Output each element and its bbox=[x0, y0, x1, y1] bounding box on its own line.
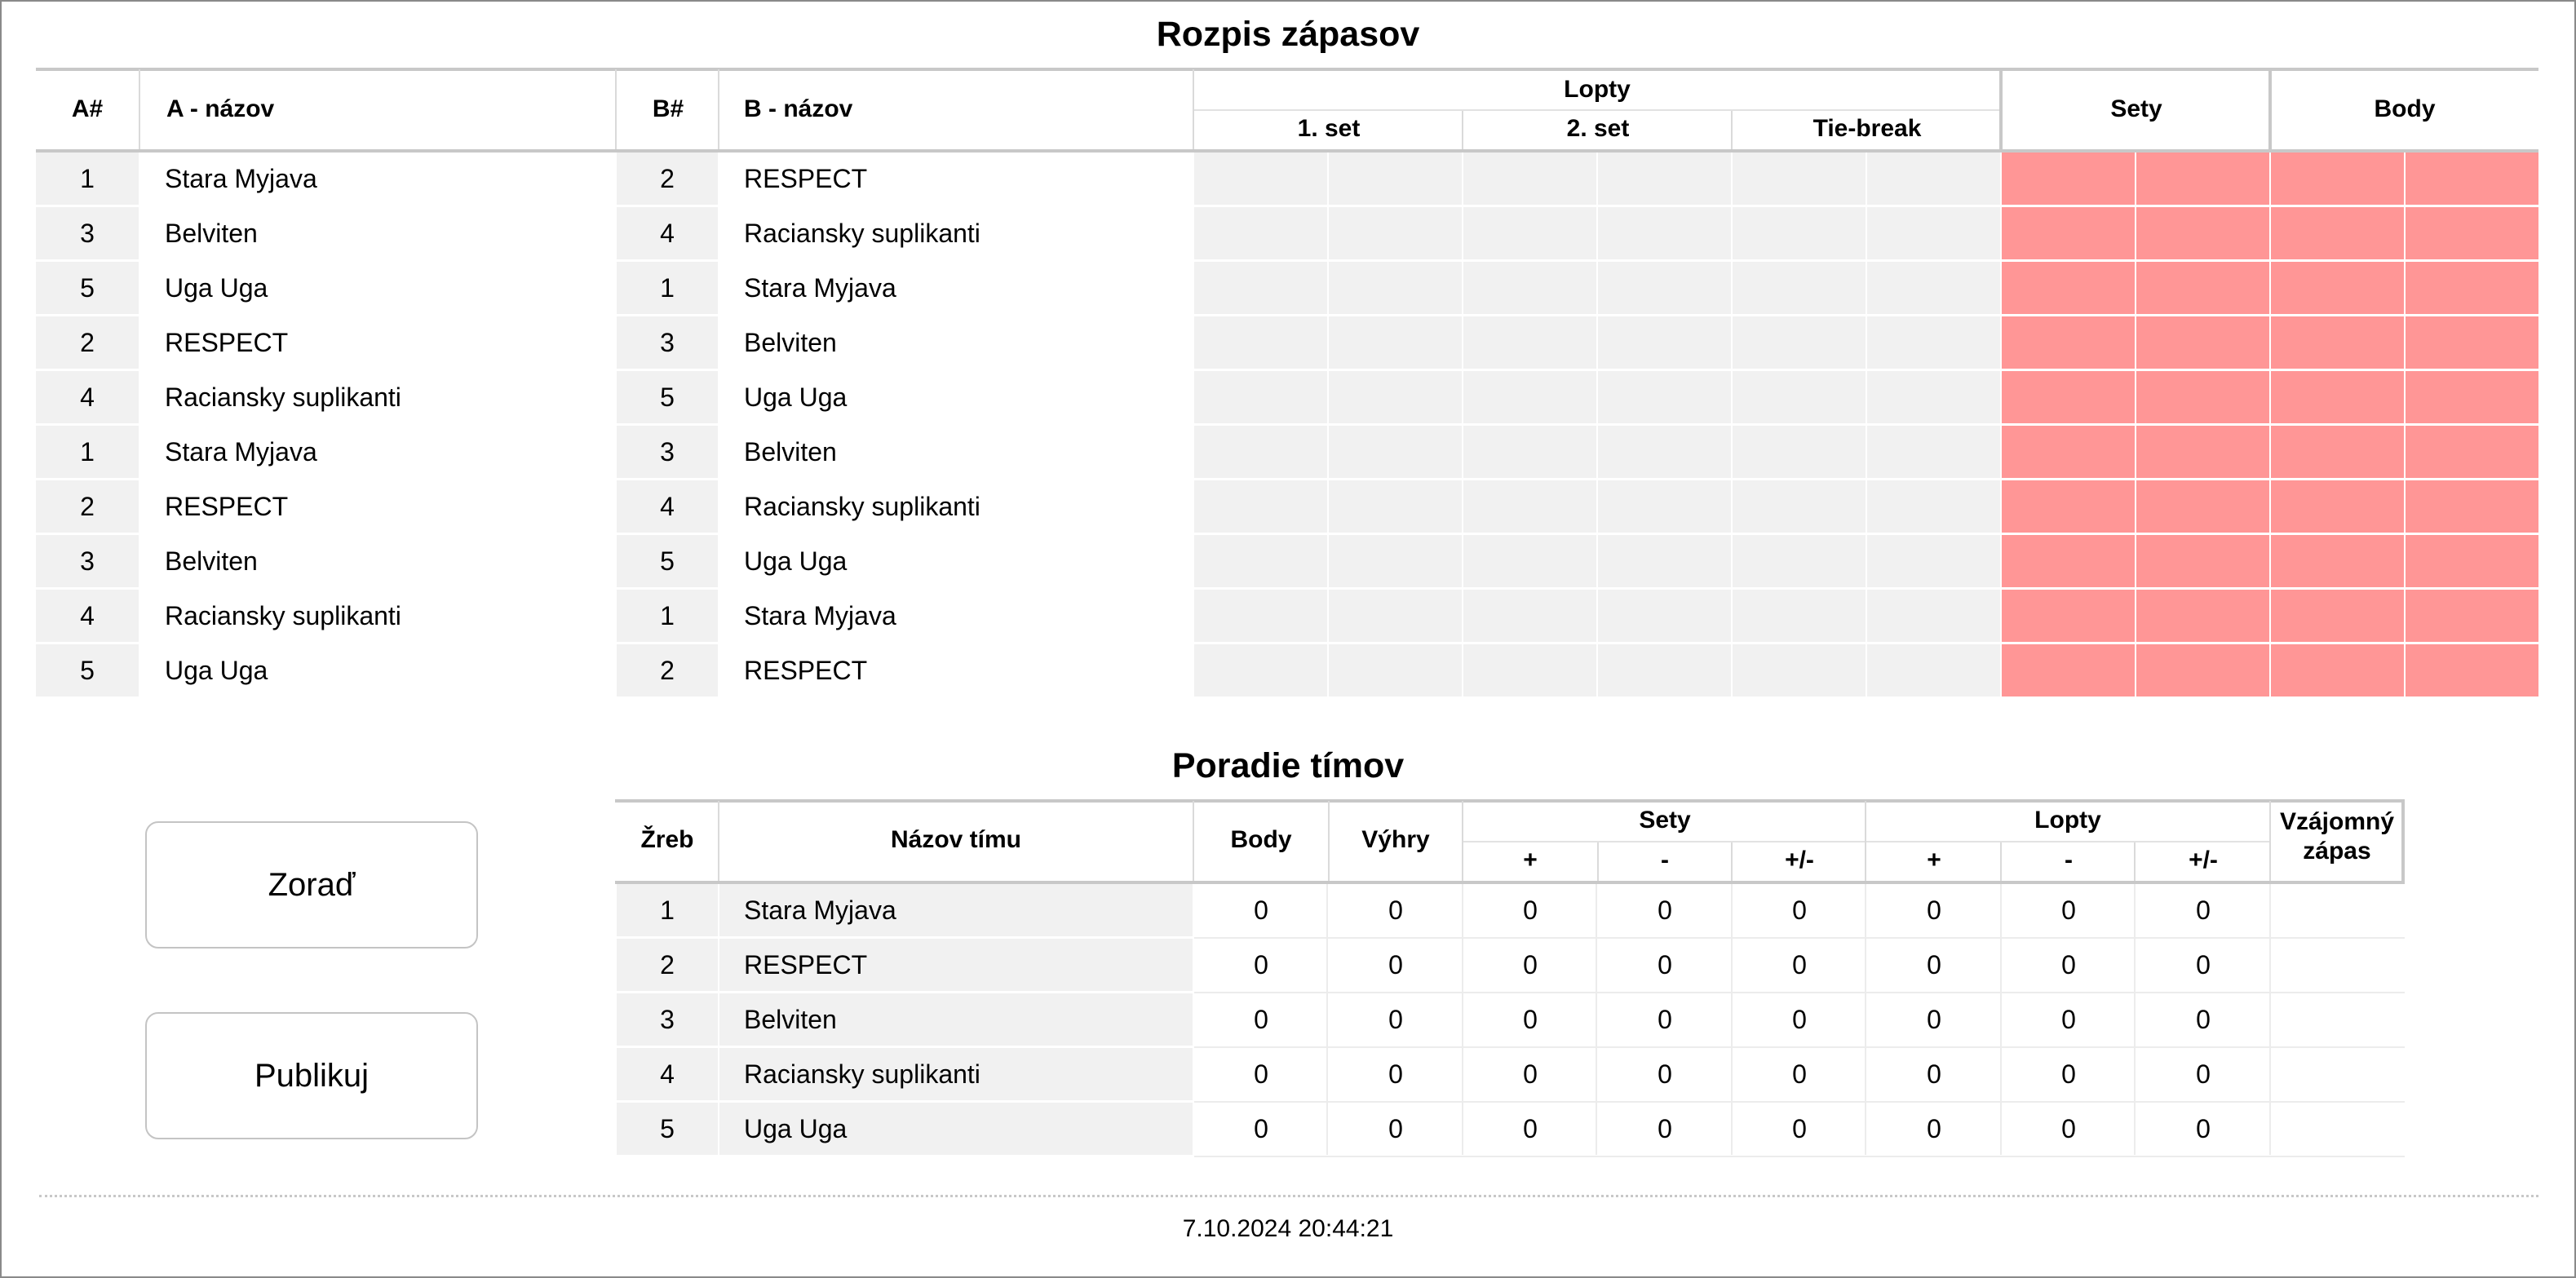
balls-plus-value: 0 bbox=[1927, 1113, 1941, 1143]
draw-number: 3 bbox=[617, 993, 718, 1046]
team-b-name: Raciansky suplikanti bbox=[744, 218, 980, 248]
balls-diff-value: 0 bbox=[2196, 895, 2211, 925]
head-to-head-value bbox=[2271, 1048, 2403, 1100]
score-input-cell[interactable] bbox=[1733, 644, 1866, 696]
header-team-name: Názov tímu bbox=[890, 826, 1022, 853]
balls-diff-value: 0 bbox=[2196, 1113, 2211, 1143]
header-separator bbox=[1462, 801, 1463, 882]
header-lopty-divider bbox=[1194, 109, 2000, 111]
sets-result-cell bbox=[2002, 371, 2135, 423]
team-name: Belviten bbox=[719, 993, 1193, 1046]
header-standings-body: Body bbox=[1230, 826, 1292, 853]
score-input-cell[interactable] bbox=[1867, 207, 2000, 259]
score-input-cell[interactable] bbox=[1329, 644, 1462, 696]
header-separator bbox=[2269, 801, 2271, 882]
score-input-cell[interactable] bbox=[1733, 207, 1866, 259]
team-a-number: 2 bbox=[36, 316, 139, 369]
sets-result-cell bbox=[2136, 207, 2269, 259]
score-input-cell[interactable] bbox=[1463, 153, 1596, 205]
score-input-cell[interactable] bbox=[1329, 590, 1462, 642]
header-zreb: Žreb bbox=[640, 826, 694, 853]
score-input-cell[interactable] bbox=[1194, 590, 1327, 642]
header-vzajomny-zapas: Vzájomný zápas bbox=[2279, 808, 2395, 865]
sets-result-cell bbox=[2136, 590, 2269, 642]
balls-minus-value: 0 bbox=[2061, 895, 2076, 925]
sets-result-cell bbox=[2136, 644, 2269, 696]
header-separator bbox=[718, 69, 719, 149]
header-separator bbox=[1328, 801, 1330, 882]
balls-minus-value: 0 bbox=[2061, 1059, 2076, 1089]
team-b-name: Belviten bbox=[744, 327, 837, 357]
score-input-cell[interactable] bbox=[1733, 371, 1866, 423]
standings-body-value: 0 bbox=[1254, 1059, 1268, 1089]
sets-result-cell bbox=[2002, 207, 2135, 259]
header-separator bbox=[139, 69, 140, 149]
score-input-cell[interactable] bbox=[1733, 316, 1866, 369]
score-input-cell[interactable] bbox=[1733, 262, 1866, 314]
sets-plus-value: 0 bbox=[1523, 1059, 1538, 1089]
header-lopty-diff: +/- bbox=[2189, 847, 2218, 873]
team-a-number: 3 bbox=[36, 535, 139, 587]
sets-result-cell bbox=[2136, 535, 2269, 587]
sets-result-cell bbox=[2136, 480, 2269, 533]
score-input-cell[interactable] bbox=[1867, 371, 2000, 423]
score-input-cell[interactable] bbox=[1733, 480, 1866, 533]
header-separator bbox=[1731, 842, 1733, 882]
points-result-cell bbox=[2406, 371, 2538, 423]
team-a-number: 4 bbox=[36, 590, 139, 642]
points-result-cell bbox=[2271, 644, 2404, 696]
score-input-cell[interactable] bbox=[1598, 426, 1731, 478]
score-input-cell[interactable] bbox=[1194, 262, 1327, 314]
team-a-name: Raciansky suplikanti bbox=[165, 382, 401, 412]
score-input-cell[interactable] bbox=[1598, 535, 1731, 587]
score-input-cell[interactable] bbox=[1194, 535, 1327, 587]
standings-wins-value: 0 bbox=[1388, 895, 1403, 925]
sets-result-cell bbox=[2002, 535, 2135, 587]
team-a-name: Uga Uga bbox=[165, 272, 268, 303]
standings-body-value: 0 bbox=[1254, 949, 1268, 980]
team-b-name: Uga Uga bbox=[744, 546, 848, 576]
sets-diff-value: 0 bbox=[1792, 895, 1807, 925]
header-vyhry: Výhry bbox=[1361, 826, 1430, 853]
header-separator bbox=[1462, 111, 1463, 149]
header-separator bbox=[2401, 801, 2405, 882]
score-input-cell[interactable] bbox=[1463, 644, 1596, 696]
sets-plus-value: 0 bbox=[1523, 895, 1538, 925]
score-input-cell[interactable] bbox=[1194, 426, 1327, 478]
points-result-cell bbox=[2406, 590, 2538, 642]
team-b-number: 3 bbox=[617, 316, 718, 369]
standings-title: Poradie tímov bbox=[1171, 746, 1405, 785]
score-input-cell[interactable] bbox=[1329, 153, 1462, 205]
header-lopty: Lopty bbox=[1564, 76, 1631, 103]
points-result-cell bbox=[2271, 371, 2404, 423]
score-input-cell[interactable] bbox=[1598, 316, 1731, 369]
score-input-cell[interactable] bbox=[1733, 535, 1866, 587]
score-input-cell[interactable] bbox=[1867, 644, 2000, 696]
team-a-name: Stara Myjava bbox=[165, 163, 317, 193]
points-result-cell bbox=[2271, 153, 2404, 205]
team-b-number: 4 bbox=[617, 480, 718, 533]
header-body: Body bbox=[2374, 95, 2436, 122]
points-result-cell bbox=[2271, 207, 2404, 259]
points-result-cell bbox=[2271, 535, 2404, 587]
header-b-number: B# bbox=[652, 95, 684, 122]
sets-minus-value: 0 bbox=[1658, 1004, 1672, 1034]
draw-number: 4 bbox=[617, 1048, 718, 1100]
points-result-cell bbox=[2406, 644, 2538, 696]
balls-minus-value: 0 bbox=[2061, 949, 2076, 980]
team-b-name: Raciansky suplikanti bbox=[744, 491, 980, 521]
team-a-name: Raciansky suplikanti bbox=[165, 600, 401, 630]
score-input-cell[interactable] bbox=[1867, 262, 2000, 314]
balls-diff-value: 0 bbox=[2196, 1059, 2211, 1089]
header-standings-divider bbox=[1463, 841, 2269, 842]
team-b-name: Belviten bbox=[744, 436, 837, 467]
sets-result-cell bbox=[2002, 480, 2135, 533]
draw-number: 5 bbox=[617, 1103, 718, 1155]
column-divider bbox=[1326, 884, 1328, 1155]
header-lopty-plus: + bbox=[1927, 847, 1941, 873]
sets-result-cell bbox=[2136, 371, 2269, 423]
draw-number: 1 bbox=[617, 884, 718, 936]
team-a-number: 2 bbox=[36, 480, 139, 533]
team-a-name: Stara Myjava bbox=[165, 436, 317, 467]
score-input-cell[interactable] bbox=[1867, 590, 2000, 642]
team-name: RESPECT bbox=[719, 939, 1193, 991]
standings-body-value: 0 bbox=[1254, 1004, 1268, 1034]
balls-diff-value: 0 bbox=[2196, 1004, 2211, 1034]
team-a-number: 1 bbox=[36, 426, 139, 478]
balls-diff-value: 0 bbox=[2196, 949, 2211, 980]
team-a-name: RESPECT bbox=[165, 491, 289, 521]
sets-result-cell bbox=[2002, 153, 2135, 205]
sets-diff-value: 0 bbox=[1792, 1059, 1807, 1089]
header-set1: 1. set bbox=[1297, 115, 1361, 142]
score-input-cell[interactable] bbox=[1867, 153, 2000, 205]
column-divider bbox=[2269, 884, 2271, 1155]
points-result-cell bbox=[2406, 316, 2538, 369]
score-input-cell[interactable] bbox=[1194, 316, 1327, 369]
sets-result-cell bbox=[2136, 426, 2269, 478]
header-tiebreak: Tie-break bbox=[1812, 115, 1922, 142]
score-input-cell[interactable] bbox=[1329, 426, 1462, 478]
sets-result-cell bbox=[2136, 316, 2269, 369]
points-result-cell bbox=[2406, 153, 2538, 205]
sets-minus-value: 0 bbox=[1658, 1059, 1672, 1089]
sets-result-cell bbox=[2002, 644, 2135, 696]
sets-result-cell bbox=[2002, 590, 2135, 642]
team-a-number: 4 bbox=[36, 371, 139, 423]
score-input-cell[interactable] bbox=[1463, 207, 1596, 259]
balls-minus-value: 0 bbox=[2061, 1113, 2076, 1143]
balls-plus-value: 0 bbox=[1927, 1004, 1941, 1034]
header-standings-sety: Sety bbox=[1639, 807, 1691, 834]
balls-plus-value: 0 bbox=[1927, 895, 1941, 925]
points-result-cell bbox=[2406, 426, 2538, 478]
points-result-cell bbox=[2406, 262, 2538, 314]
header-separator bbox=[1193, 69, 1194, 149]
team-name: Raciansky suplikanti bbox=[719, 1048, 1193, 1100]
score-input-cell[interactable] bbox=[1463, 535, 1596, 587]
score-input-cell[interactable] bbox=[1598, 153, 1731, 205]
schedule-title: Rozpis zápasov bbox=[1156, 15, 1420, 54]
score-input-cell[interactable] bbox=[1598, 644, 1731, 696]
head-to-head-value bbox=[2271, 884, 2403, 936]
sets-diff-value: 0 bbox=[1792, 1004, 1807, 1034]
team-name: Stara Myjava bbox=[719, 884, 1193, 936]
team-a-number: 1 bbox=[36, 153, 139, 205]
header-lopty-minus: - bbox=[2065, 847, 2073, 873]
sets-result-cell bbox=[2002, 262, 2135, 314]
points-result-cell bbox=[2406, 535, 2538, 587]
team-b-name: RESPECT bbox=[744, 163, 868, 193]
score-input-cell[interactable] bbox=[1194, 153, 1327, 205]
score-input-cell[interactable] bbox=[1463, 262, 1596, 314]
score-input-cell[interactable] bbox=[1598, 207, 1731, 259]
score-input-cell[interactable] bbox=[1598, 590, 1731, 642]
sets-plus-value: 0 bbox=[1523, 1004, 1538, 1034]
team-a-name: Belviten bbox=[165, 218, 258, 248]
team-a-name: Uga Uga bbox=[165, 655, 268, 685]
score-input-cell[interactable] bbox=[1867, 480, 2000, 533]
head-to-head-value bbox=[2271, 939, 2403, 991]
sets-plus-value: 0 bbox=[1523, 949, 1538, 980]
team-b-number: 5 bbox=[617, 371, 718, 423]
header-separator bbox=[1865, 801, 1866, 882]
standings-header-top-line bbox=[615, 799, 2405, 803]
header-separator bbox=[615, 69, 617, 149]
team-a-name: RESPECT bbox=[165, 327, 289, 357]
standings-body-value: 0 bbox=[1254, 1113, 1268, 1143]
team-b-number: 1 bbox=[617, 590, 718, 642]
team-b-name: Stara Myjava bbox=[744, 272, 896, 303]
score-input-cell[interactable] bbox=[1733, 153, 1866, 205]
team-name: Uga Uga bbox=[719, 1103, 1193, 1155]
footer-timestamp: 7.10.2024 20:44:21 bbox=[1182, 1215, 1394, 1242]
standings-wins-value: 0 bbox=[1388, 949, 1403, 980]
column-divider bbox=[1462, 884, 1463, 1155]
head-to-head-value bbox=[2271, 993, 2403, 1046]
header-sety: Sety bbox=[2110, 95, 2162, 122]
header-separator bbox=[718, 801, 719, 882]
header-separator bbox=[1999, 69, 2003, 149]
balls-plus-value: 0 bbox=[1927, 1059, 1941, 1089]
header-standings-lopty: Lopty bbox=[2034, 807, 2101, 834]
score-input-cell[interactable] bbox=[1463, 371, 1596, 423]
team-b-number: 1 bbox=[617, 262, 718, 314]
score-input-cell[interactable] bbox=[1329, 535, 1462, 587]
sets-minus-value: 0 bbox=[1658, 895, 1672, 925]
header-sety-diff: +/- bbox=[1785, 847, 1814, 873]
score-input-cell[interactable] bbox=[1329, 316, 1462, 369]
column-divider bbox=[1865, 884, 1866, 1155]
team-a-number: 5 bbox=[36, 644, 139, 696]
score-input-cell[interactable] bbox=[1329, 480, 1462, 533]
header-set2: 2. set bbox=[1566, 115, 1630, 142]
points-result-cell bbox=[2406, 207, 2538, 259]
publish-button[interactable]: Publikuj bbox=[145, 1012, 478, 1139]
footer-divider bbox=[39, 1195, 2538, 1197]
score-input-cell[interactable] bbox=[1733, 426, 1866, 478]
points-result-cell bbox=[2271, 590, 2404, 642]
sets-minus-value: 0 bbox=[1658, 949, 1672, 980]
sets-diff-value: 0 bbox=[1792, 1113, 1807, 1143]
sets-diff-value: 0 bbox=[1792, 949, 1807, 980]
sets-result-cell bbox=[2002, 426, 2135, 478]
header-separator bbox=[1731, 111, 1733, 149]
score-input-cell[interactable] bbox=[1733, 590, 1866, 642]
score-input-cell[interactable] bbox=[1463, 426, 1596, 478]
team-b-number: 4 bbox=[617, 207, 718, 259]
score-input-cell[interactable] bbox=[1194, 207, 1327, 259]
sort-button[interactable]: Zoraď bbox=[145, 821, 478, 949]
score-input-cell[interactable] bbox=[1867, 426, 2000, 478]
team-b-name: Uga Uga bbox=[744, 382, 848, 412]
score-input-cell[interactable] bbox=[1598, 262, 1731, 314]
score-input-cell[interactable] bbox=[1194, 480, 1327, 533]
points-result-cell bbox=[2271, 426, 2404, 478]
team-a-number: 5 bbox=[36, 262, 139, 314]
team-b-name: RESPECT bbox=[744, 655, 868, 685]
balls-minus-value: 0 bbox=[2061, 1004, 2076, 1034]
score-input-cell[interactable] bbox=[1329, 207, 1462, 259]
score-input-cell[interactable] bbox=[1598, 480, 1731, 533]
header-sety-plus: + bbox=[1523, 847, 1538, 873]
points-result-cell bbox=[2271, 316, 2404, 369]
header-separator bbox=[1597, 842, 1599, 882]
sets-result-cell bbox=[2136, 262, 2269, 314]
score-input-cell[interactable] bbox=[1194, 644, 1327, 696]
standings-wins-value: 0 bbox=[1388, 1059, 1403, 1089]
sets-plus-value: 0 bbox=[1523, 1113, 1538, 1143]
column-divider bbox=[2134, 884, 2136, 1155]
standings-wins-value: 0 bbox=[1388, 1004, 1403, 1034]
header-sety-minus: - bbox=[1661, 847, 1669, 873]
team-b-number: 5 bbox=[617, 535, 718, 587]
team-b-number: 3 bbox=[617, 426, 718, 478]
points-result-cell bbox=[2271, 480, 2404, 533]
points-result-cell bbox=[2406, 480, 2538, 533]
points-result-cell bbox=[2271, 262, 2404, 314]
score-input-cell[interactable] bbox=[1329, 371, 1462, 423]
header-separator bbox=[2268, 69, 2272, 149]
header-separator bbox=[2000, 842, 2002, 882]
team-a-name: Belviten bbox=[165, 546, 258, 576]
sets-result-cell bbox=[2002, 316, 2135, 369]
column-divider bbox=[1596, 884, 1597, 1155]
standings-wins-value: 0 bbox=[1388, 1113, 1403, 1143]
header-separator bbox=[2134, 842, 2136, 882]
standings-body-value: 0 bbox=[1254, 895, 1268, 925]
header-b-name: B - názov bbox=[744, 95, 853, 122]
score-input-cell[interactable] bbox=[1329, 262, 1462, 314]
score-input-cell[interactable] bbox=[1194, 371, 1327, 423]
team-b-number: 2 bbox=[617, 153, 718, 205]
team-a-number: 3 bbox=[36, 207, 139, 259]
score-input-cell[interactable] bbox=[1463, 316, 1596, 369]
score-input-cell[interactable] bbox=[1867, 316, 2000, 369]
balls-plus-value: 0 bbox=[1927, 949, 1941, 980]
schedule-header-top-line bbox=[36, 68, 2538, 71]
column-divider bbox=[1731, 884, 1733, 1155]
sets-minus-value: 0 bbox=[1658, 1113, 1672, 1143]
head-to-head-value bbox=[2271, 1103, 2403, 1155]
sets-result-cell bbox=[2136, 153, 2269, 205]
team-b-name: Stara Myjava bbox=[744, 600, 896, 630]
score-input-cell[interactable] bbox=[1463, 480, 1596, 533]
header-a-number: A# bbox=[71, 95, 104, 122]
score-input-cell[interactable] bbox=[1463, 590, 1596, 642]
header-separator bbox=[1193, 801, 1194, 882]
draw-number: 2 bbox=[617, 939, 718, 991]
column-divider bbox=[2000, 884, 2002, 1155]
header-a-name: A - názov bbox=[166, 95, 275, 122]
team-b-number: 2 bbox=[617, 644, 718, 696]
score-input-cell[interactable] bbox=[1867, 535, 2000, 587]
row-divider bbox=[1194, 1156, 2405, 1157]
score-input-cell[interactable] bbox=[1598, 371, 1731, 423]
